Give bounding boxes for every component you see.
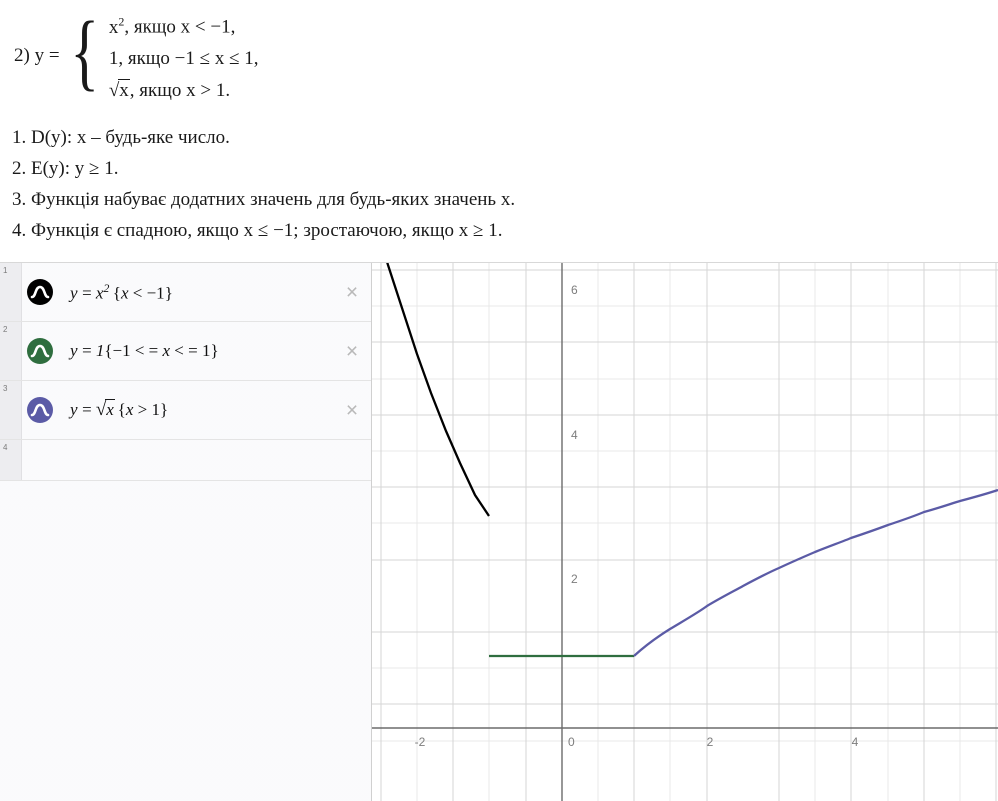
xtick-label: 0 (568, 735, 575, 749)
curve-style-icon[interactable] (22, 263, 58, 321)
case-row-2 (109, 48, 259, 70)
minor-gridlines (372, 263, 998, 801)
problem-text-block (0, 0, 998, 262)
expression-2-math[interactable]: y = 1{−1 < = x < = 1} (70, 341, 219, 360)
case-3-condition: , якщо x > 1. (129, 79, 231, 101)
row-number: 2 (0, 322, 22, 380)
sqrt-expression (109, 79, 130, 102)
axis-tick-labels (415, 283, 859, 749)
delete-expression-1-icon[interactable]: × (345, 280, 359, 304)
left-brace-icon: { (69, 3, 99, 99)
expression-panel (0, 263, 372, 801)
row-number: 1 (0, 263, 22, 321)
xtick-label: 4 (851, 735, 859, 749)
curve-x-squared (374, 263, 489, 516)
xtick-label: 2 (706, 735, 714, 749)
ytick-label: 6 (571, 283, 578, 297)
expression-row[interactable] (0, 322, 372, 381)
expression-3-math[interactable]: y = √x {x > 1} (70, 399, 169, 420)
plotted-curves (374, 263, 998, 656)
property-item-4: 4. Функція є спадною, якщо x ≤ −1; зростаючою, якщо x ≥ 1. (12, 220, 503, 241)
xtick-label: -2 (414, 735, 426, 749)
property-item-2: 2. E(y): y ≥ 1. (12, 158, 119, 179)
radical-icon: √ (108, 79, 120, 101)
graph-canvas[interactable] (372, 263, 998, 801)
properties-list (12, 122, 982, 246)
case-2-text: 1, якщо −1 ≤ x ≤ 1, (108, 47, 259, 69)
curve-style-icon[interactable] (22, 381, 58, 439)
case-row-1 (109, 10, 259, 38)
case-1-condition: , якщо x < −1, (124, 16, 236, 38)
expression-row[interactable] (0, 263, 372, 322)
major-gridlines (372, 263, 998, 801)
expression-list (0, 263, 372, 481)
graphing-calculator (0, 262, 998, 801)
delete-expression-3-icon[interactable]: × (345, 398, 359, 422)
case-list (109, 10, 259, 101)
expression-row[interactable] (0, 381, 372, 440)
case-row-3 (109, 79, 259, 102)
property-item-1: 1. D(y): x – будь-яке число. (12, 127, 230, 148)
property-item-3: 3. Функція набуває додатних значень для будь-яких значень x. (12, 189, 516, 210)
graph-svg[interactable] (372, 263, 998, 801)
row-number: 4 (0, 440, 22, 480)
problem-label: 2) y = (14, 45, 60, 66)
ytick-label: 2 (571, 572, 578, 586)
axes (372, 263, 998, 801)
case-1-expression: $x^2$ (108, 14, 125, 38)
expression-1-math[interactable]: $y = x^2$ {x < −1} (70, 280, 173, 303)
curve-sqrt-x (634, 490, 998, 656)
expression-row-empty[interactable] (0, 440, 372, 481)
case-3-radicand: x (119, 79, 129, 101)
row-number: 3 (0, 381, 22, 439)
piecewise-function (14, 3, 259, 104)
ytick-label: 4 (571, 428, 578, 442)
delete-expression-2-icon[interactable]: × (345, 339, 359, 363)
curve-style-icon[interactable] (22, 322, 58, 380)
